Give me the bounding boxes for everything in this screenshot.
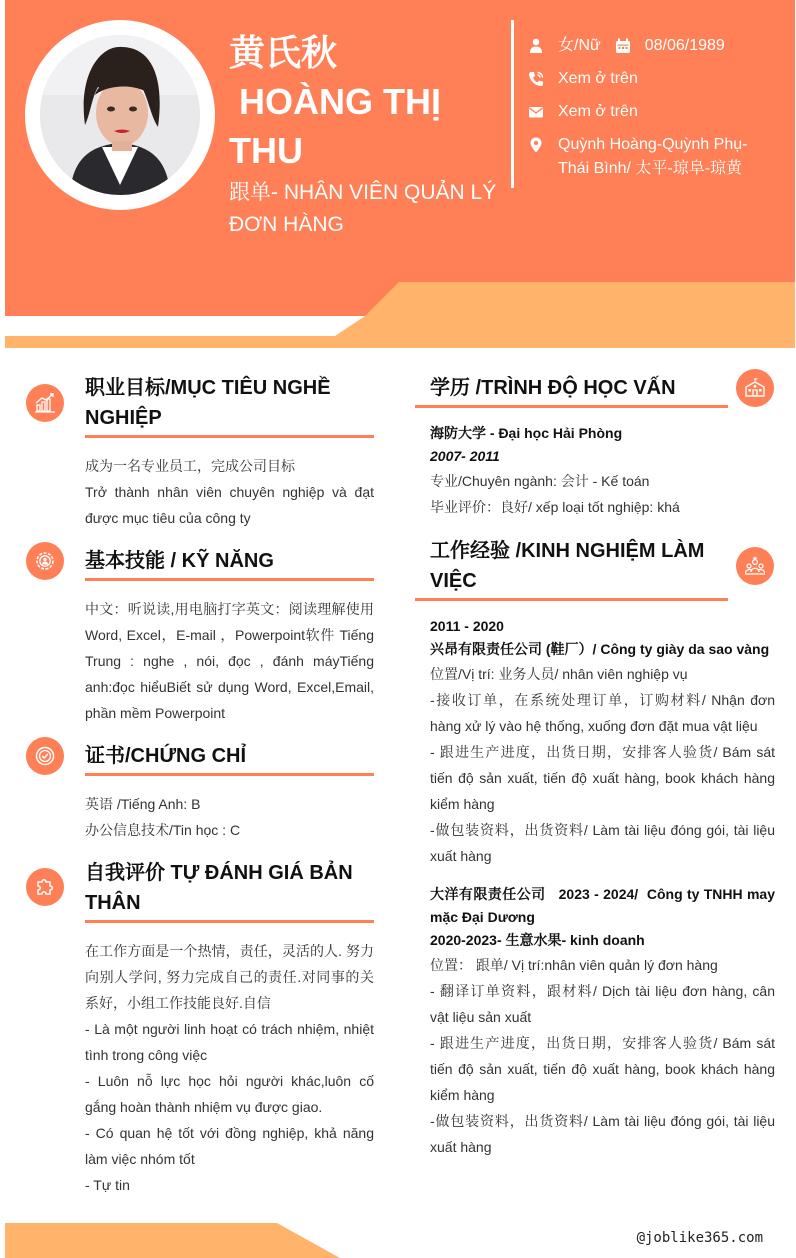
- name-chinese: 黄氏秋: [229, 32, 338, 73]
- job2-duty-2: - 跟进生产进度，出货日期，安排客人验货/ Bám sát tiến độ sản xuất, tiến độ xuất hàng, book khách hàng kiểm hàng: [430, 1035, 775, 1103]
- phone-icon: [528, 71, 544, 87]
- certificate-badge-icon: [26, 737, 64, 775]
- self-eval-line-2: - Là một người linh hoạt có trách nhiệm, nhiệt tình trong công việc: [85, 1021, 374, 1063]
- email-text: Xem ở trên: [558, 103, 638, 120]
- footer-website: @joblike365.com: [636, 1230, 763, 1246]
- job1-company: 兴昂有限责任公司 (鞋厂）/ Công ty giày da sao vàng: [430, 641, 770, 657]
- self-evaluation-body: [85, 938, 374, 1198]
- certificates-heading: 证书/CHỨNG CHỈ: [85, 741, 374, 776]
- school-name: 海防大学 - Đại học Hải Phòng: [430, 425, 623, 441]
- job2-position: 位置： 跟单/ Vị trí:nhân viên quản lý đơn hàng: [430, 957, 718, 973]
- experience-body: [430, 615, 779, 1160]
- phone-text: Xem ở trên: [558, 70, 638, 87]
- career-line-cn: 成为一名专业员工，完成公司目标: [85, 458, 295, 474]
- skills-gear-icon: [26, 542, 64, 580]
- header-accent-band: [5, 282, 795, 348]
- address-text: Quỳnh Hoàng-Quỳnh Phụ-Thái Bình/ 太平-琼阜-琼黄: [558, 136, 748, 177]
- cert-it: 办公信息技术/Tin học : C: [85, 822, 241, 838]
- skills-body: [85, 596, 374, 726]
- header-divider-strip: [5, 316, 365, 336]
- puzzle-icon: [26, 868, 64, 906]
- certificates-body: [85, 791, 374, 843]
- education-grade: 毕业评价：良好/ xếp loại tốt nghiệp: khá: [430, 499, 680, 515]
- self-eval-line-4: - Có quan hệ tốt với đồng nghiệp, khả năng làm việc nhóm tốt: [85, 1125, 374, 1167]
- cert-english: 英语 /Tiếng Anh: B: [85, 796, 201, 812]
- job2-duty-3: -做包装资料，出货资料/ Làm tài liệu đóng gói, tài liệu xuất hàng: [430, 1113, 775, 1155]
- candidate-name: [229, 28, 504, 175]
- calendar-icon: [615, 38, 631, 54]
- footer-accent-shape: [5, 1223, 340, 1258]
- job2-company: 大洋有限责任公司 2023 - 2024/ Công ty TNHH may mặc Đại Dương: [430, 886, 779, 925]
- education-years: 2007- 2011: [430, 448, 500, 464]
- job1-position: 位置/Vị trí: 业务人员/ nhân viên nghiệp vụ: [430, 666, 688, 682]
- avatar-portrait-icon: [40, 35, 200, 195]
- person-icon: [528, 38, 544, 54]
- email-row: [528, 100, 778, 124]
- header-vertical-divider: [511, 20, 514, 188]
- job1-years: 2011 - 2020: [430, 618, 504, 634]
- avatar: [40, 35, 200, 195]
- skills-text: 中文：听说读,用电脑打字英文：阅读理解使用Word, Excel，E-mail ，Powerpoint软件 Tiếng Trung : nghe , nói, đọc , đánh máyTiếng anh:đọc hiểuBiết sử dụng Word, Excel,Email, phần mềm Powerpoint: [85, 601, 374, 721]
- school-building-icon: [736, 369, 774, 407]
- contact-info: [528, 34, 778, 190]
- experience-heading: 工作经验 /KINH NGHIỆM LÀM VIỆC: [415, 536, 728, 601]
- self-eval-cn: 在工作方面是一个热情，责任，灵活的人. 努力向别人学问, 努力完成自己的责任.对同事的关系好，小组工作技能良好.自信: [85, 943, 374, 1011]
- job1-duty-1: -接收订单，在系统处理订单，订购材料/ Nhận đơn hàng xử lý vào hệ thống, xuống đơn đặt mua vật liệu: [430, 692, 775, 734]
- self-eval-line-5: - Tự tin: [85, 1177, 130, 1193]
- job2-duty-1: - 翻译订单资料，跟材料/ Dịch tài liệu đơn hàng, cân vật liệu sản xuất: [430, 983, 775, 1025]
- education-heading: 学历 /TRÌNH ĐỘ HỌC VẤN: [415, 373, 728, 408]
- job1-duty-2: - 跟进生产进度，出货日期，安排客人验货/ Bám sát tiến độ sản xuất, tiến độ xuất hàng, book khách hàng kiểm hàng: [430, 744, 775, 812]
- self-evaluation-heading: 自我评价 TỰ ĐÁNH GIÁ BẢN THÂN: [85, 858, 374, 923]
- career-chart-icon: [26, 384, 64, 422]
- team-icon: [736, 547, 774, 585]
- name-line-3: THU: [229, 130, 303, 171]
- gender-text: 女/Nữ: [558, 37, 601, 54]
- job-title: 跟单- NHÂN VIÊN QUẢN LÝ ĐƠN HÀNG: [229, 181, 497, 236]
- education-body: [430, 422, 775, 520]
- education-major: 专业/Chuyên ngành: 会计 - Kế toán: [430, 473, 650, 489]
- job1-duty-3: -做包装资料，出货资料/ Làm tài liệu đóng gói, tài liệu xuất hàng: [430, 822, 775, 864]
- self-eval-line-3: - Luôn nỗ lực học hỏi người khác,luôn cố gắng hoàn thành nhiệm vụ được giao.: [85, 1073, 374, 1115]
- envelope-icon: [528, 104, 544, 120]
- birth-date-text: 08/06/1989: [644, 37, 725, 54]
- career-line-vn: Trở thành nhân viên chuyên nghiệp và đạt được mục tiêu của công ty: [85, 484, 374, 526]
- address-row: [528, 133, 778, 181]
- name-line-2: HOÀNG THỊ: [229, 81, 441, 122]
- skills-heading: 基本技能 / KỸ NĂNG: [85, 546, 374, 581]
- job2-subtitle: 2020-2023- 生意水果- kinh doanh: [430, 932, 645, 948]
- phone-row: [528, 67, 778, 91]
- career-objective-body: [85, 453, 374, 531]
- career-objective-heading: 职业目标/MỤC TIÊU NGHỀ NGHIỆP: [85, 373, 374, 438]
- location-pin-icon: [528, 137, 544, 153]
- gender-birth-row: [528, 34, 778, 58]
